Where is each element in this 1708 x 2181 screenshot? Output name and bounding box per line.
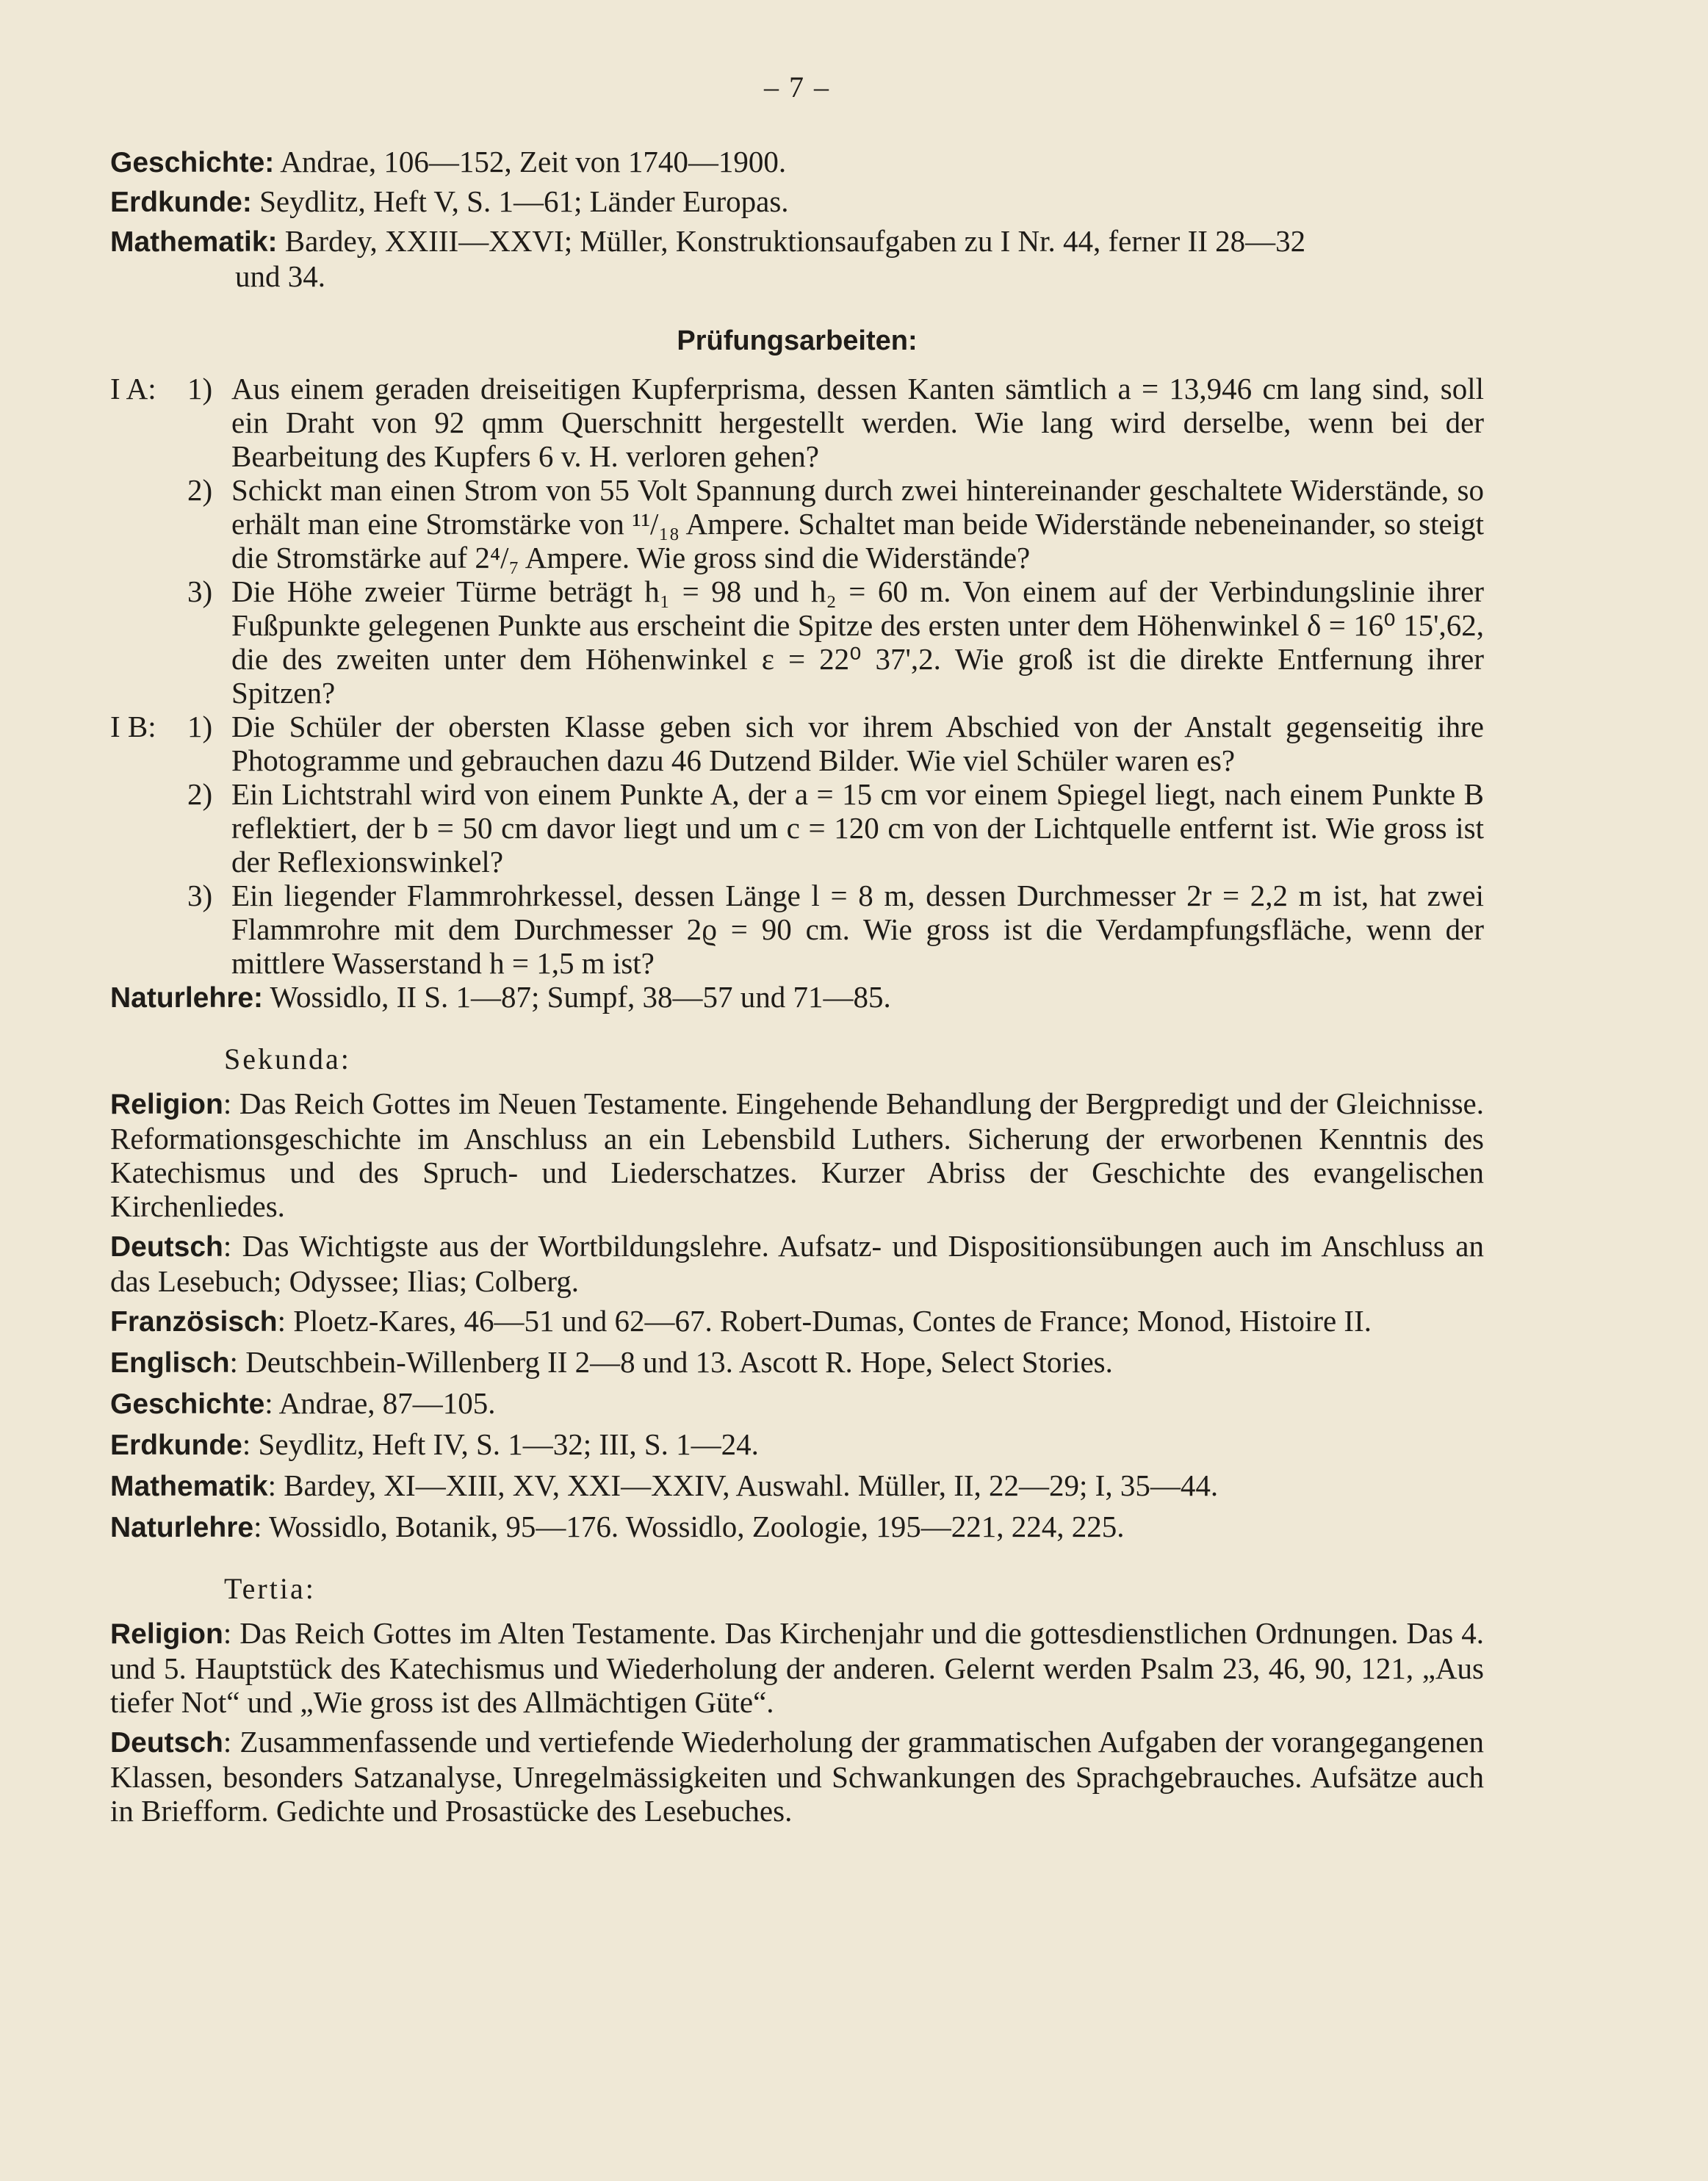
subject-text-cont: und 34.	[235, 259, 325, 293]
tertia-title: Tertia:	[224, 1572, 316, 1605]
problem-text: Die Schüler der obersten Klasse geben sich vor ihrem Abschied von der Anstalt gegenseitig ihre Photogramme und gebrauchen dazu 46 Dutzend Bilder. Wie viel Schüler waren es?	[231, 710, 1484, 777]
document-page	[110, 70, 1484, 1834]
problem-item	[110, 372, 1484, 473]
sekunda-section	[110, 1086, 1484, 1545]
subject-label: Religion	[110, 1618, 223, 1650]
problem-number: 2)	[187, 473, 213, 507]
sekunda-deutsch	[110, 1229, 1484, 1298]
problem-text: Schickt man einen Strom von 55 Volt Spannung durch zwei hintereinander geschaltete Widerstände, so erhält man eine Stromstärke von ¹¹/₁₈ Ampere. Schaltet man beide Widerstände nebeneinander, so steigt die Stromstärke auf 2⁴/₇ Ampere. Wie gross sind die Widerstände?	[231, 473, 1484, 574]
intro-section	[110, 145, 1484, 293]
class-label: I A:	[110, 372, 156, 405]
problem-text: Ein Lichtstrahl wird von einem Punkte A, der a = 15 cm vor einem Spiegel liegt, nach einem Punkte B reflektiert, der b = 50 cm davor liegt und um c = 120 cm von der Lichtquelle entfernt ist. Wie gross ist der Reflexionswinkel?	[231, 777, 1484, 879]
sekunda-naturlehre	[110, 1510, 1484, 1545]
sekunda-religion	[110, 1086, 1484, 1223]
problem-item	[110, 777, 1484, 879]
subject-label: Deutsch	[110, 1231, 223, 1263]
problem-item	[110, 574, 1484, 710]
subject-text: : Ploetz-Kares, 46—51 und 62—67. Robert-Dumas, Contes de France; Monod, Histoire II.	[277, 1304, 1372, 1338]
subject-label: Deutsch	[110, 1727, 223, 1759]
subject-text: : Wossidlo, Botanik, 95—176. Wossidlo, Zoologie, 195—221, 224, 225.	[253, 1510, 1125, 1543]
problem-number: 2)	[187, 777, 213, 811]
sekunda-mathematik	[110, 1468, 1484, 1504]
subject-text: Seydlitz, Heft V, S. 1—61; Länder Europas.	[251, 184, 789, 218]
subject-label: Erdkunde	[110, 1430, 242, 1461]
problem-number: 3)	[187, 879, 213, 912]
page-number: – 7 –	[764, 71, 830, 104]
subject-text: Bardey, XXIII—XXVI; Müller, Konstruktionsaufgaben zu I Nr. 44, ferner II 28—32	[277, 224, 1306, 258]
problem-number: 1)	[187, 710, 213, 743]
problem-number: 1)	[187, 372, 213, 405]
intro-geschichte	[110, 145, 1484, 180]
subject-label: Geschichte:	[110, 147, 275, 179]
pruefungsarbeiten-heading: Prüfungsarbeiten:	[677, 325, 918, 356]
subject-label: Mathematik	[110, 1471, 268, 1502]
problem-number: 3)	[187, 574, 213, 608]
subject-text: : Andrae, 87—105.	[264, 1386, 496, 1420]
subject-text: : Deutschbein-Willenberg II 2—8 und 13. Ascott R. Hope, Select Stories.	[229, 1345, 1113, 1379]
sekunda-franzoesisch	[110, 1304, 1484, 1339]
sekunda-englisch	[110, 1345, 1484, 1380]
subject-label: Religion	[110, 1089, 223, 1120]
tertia-deutsch	[110, 1725, 1484, 1828]
intro-mathematik	[110, 224, 1484, 293]
subject-label: Naturlehre	[110, 1512, 254, 1543]
intro-erdkunde	[110, 184, 1484, 220]
tertia-section	[110, 1616, 1484, 1828]
problem-item	[110, 710, 1484, 777]
subject-text: : Das Reich Gottes im Neuen Testamente. Eingehende Behandlung der Bergpredigt und der Gleichnisse. Reformationsgeschichte im Anschluss an ein Lebensbild Luthers. Sicherung der erworbenen Kenntnis des Katechismus und des Spruch- und Liederschatzes. Kurzer Abriss der Geschichte des evangelischen Kirchenliedes.	[110, 1086, 1484, 1223]
pruefung-list	[110, 372, 1484, 980]
subject-label: Englisch	[110, 1347, 230, 1379]
problem-text: Aus einem geraden dreiseitigen Kupferprisma, dessen Kanten sämtlich a = 13,946 cm lang sind, soll ein Draht von 92 qmm Querschnitt hergestellt werden. Wie lang wird derselbe, wenn bei der Bearbeitung des Kupfers 6 v. H. verloren gehen?	[231, 372, 1484, 473]
subject-label: Französisch	[110, 1306, 278, 1338]
sekunda-geschichte	[110, 1386, 1484, 1421]
subject-label: Mathematik:	[110, 226, 278, 258]
problem-item	[110, 473, 1484, 574]
sekunda-title: Sekunda:	[224, 1042, 351, 1075]
sekunda-erdkunde	[110, 1427, 1484, 1463]
subject-label: Naturlehre:	[110, 982, 264, 1014]
subject-text: Andrae, 106—152, Zeit von 1740—1900.	[274, 145, 787, 179]
subject-text: : Bardey, XI—XIII, XV, XXI—XXIV, Auswahl. Müller, II, 22—29; I, 35—44.	[267, 1468, 1219, 1502]
subject-text: : Das Reich Gottes im Alten Testamente. Das Kirchenjahr und die gottesdienstlichen Ordnungen. Das 4. und 5. Hauptstück des Katechismus und Wiederholung der anderen. Gelernt werden Psalm 23, 46, 90, 121, „Aus tiefer Not“ und „Wie gross ist des Allmächtigen Güte“.	[110, 1616, 1484, 1719]
subject-text: : Zusammenfassende und vertiefende Wiederholung der grammatischen Aufgaben der vorangegangenen Klassen, besonders Satzanalyse, Unregelmässigkeiten und Schwankungen des Sprachgebrauches. Aufsätze auch in Briefform. Gedichte und Prosastücke des Lesebuches.	[110, 1725, 1484, 1828]
subject-label: Erdkunde:	[110, 187, 252, 218]
class-label: I B:	[110, 710, 156, 743]
subject-text: : Das Wichtigste aus der Wortbildungslehre. Aufsatz- und Dispositionsübungen auch im Anschluss an das Lesebuch; Odyssee; Ilias; Colberg.	[110, 1229, 1484, 1298]
subject-label: Geschichte	[110, 1388, 265, 1420]
naturlehre-prima	[110, 980, 1484, 1015]
tertia-religion	[110, 1616, 1484, 1719]
subject-text: Wossidlo, II S. 1—87; Sumpf, 38—57 und 71—85.	[263, 980, 891, 1014]
problem-text: Die Höhe zweier Türme beträgt h₁ = 98 und h₂ = 60 m. Von einem auf der Verbindungslinie ihrer Fußpunkte gelegenen Punkte aus erscheint die Spitze des ersten unter dem Höhenwinkel δ = 16⁰ 15',62, die des zweiten unter dem Höhenwinkel ε = 22⁰ 37',2. Wie groß ist die direkte Entfernung ihrer Spitzen?	[231, 574, 1484, 710]
subject-text: : Seydlitz, Heft IV, S. 1—32; III, S. 1—24.	[242, 1427, 759, 1461]
problem-item	[110, 879, 1484, 980]
problem-text: Ein liegender Flammrohrkessel, dessen Länge l = 8 m, dessen Durchmesser 2r = 2,2 m ist, hat zwei Flammrohre mit dem Durchmesser 2ϱ = 90 cm. Wie gross ist die Verdampfungsfläche, wenn der mittlere Wasserstand h = 1,5 m ist?	[231, 879, 1484, 980]
